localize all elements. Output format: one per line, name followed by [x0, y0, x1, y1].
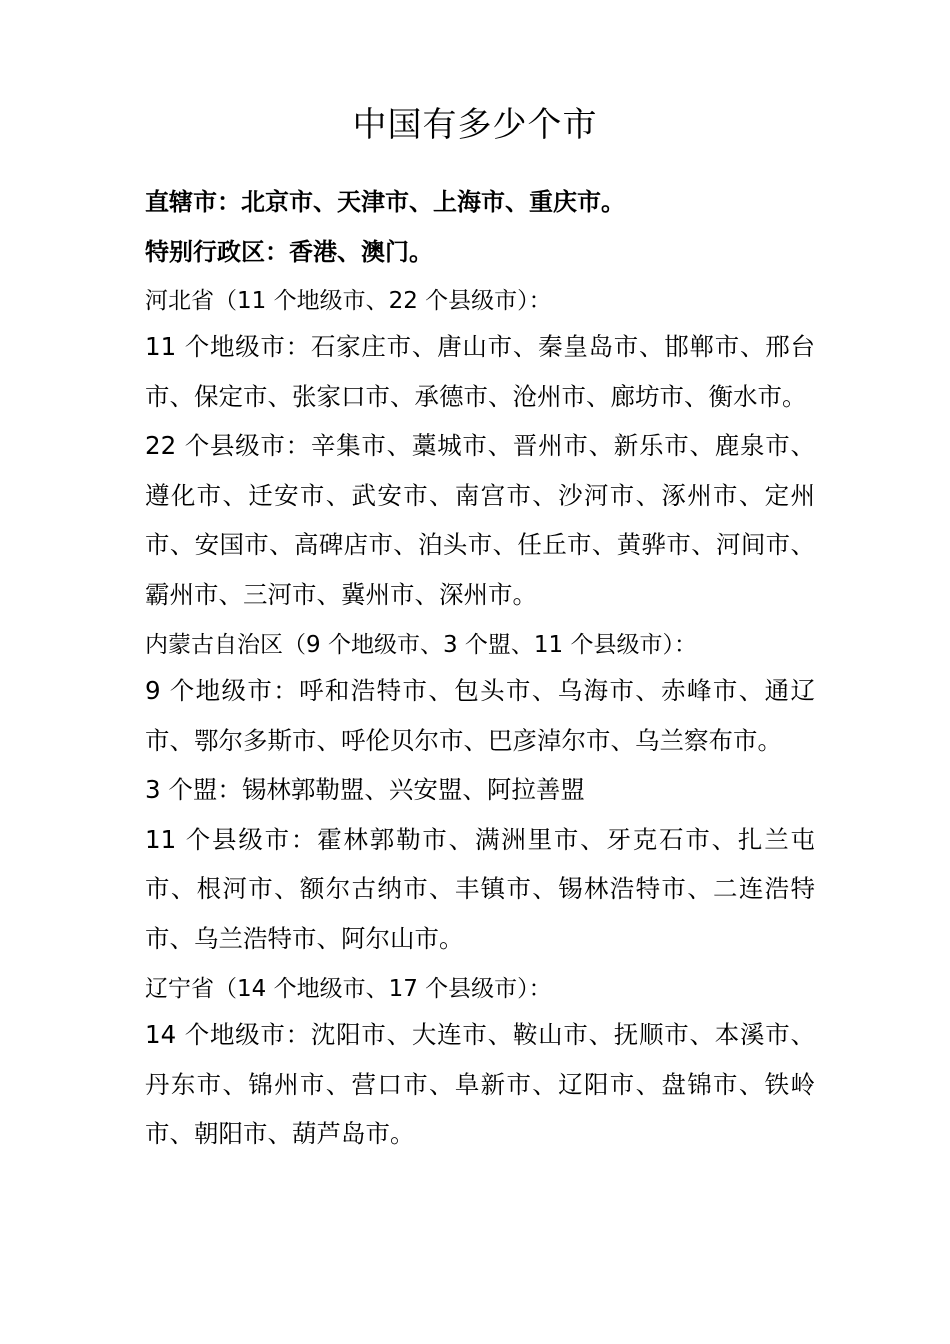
inner-mongolia-prefecture-cities: 9 个地级市：呼和浩特市、包头市、乌海市、赤峰市、通辽市、鄂尔多斯市、呼伦贝尔市、巴彦淖尔市、乌兰察布市。: [145, 676, 815, 755]
inner-mongolia-heading: 内蒙古自治区（9 个地级市、3 个盟、11 个县级市）：: [145, 632, 697, 658]
municipalities-line: 直辖市：北京市、天津市、上海市、重庆市。: [145, 188, 625, 216]
page-title: 中国有多少个市: [352, 105, 598, 145]
liaoning-prefecture-cities: 14 个地级市：沈阳市、大连市、鞍山市、抚顺市、本溪市、丹东市、锦州市、营口市、阜新市、辽阳市、盘锦市、铁岭市、朝阳市、葫芦岛市。: [145, 1020, 815, 1148]
hebei-county-cities: 22 个县级市：辛集市、藁城市、晋州市、新乐市、鹿泉市、遵化市、迁安市、武安市、南宫市、沙河市、涿州市、定州市、安国市、高碑店市、泊头市、任丘市、黄骅市、河间市、霸州市、三河市、冀州市、深州市。: [145, 431, 815, 609]
special-regions-line: 特别行政区：香港、澳门。: [145, 238, 433, 266]
hebei-prefecture-cities: 11 个地级市：石家庄市、唐山市、秦皇岛市、邯郸市、邢台市、保定市、张家口市、承德市、沧州市、廊坊市、衡水市。: [145, 332, 815, 411]
liaoning-heading: 辽宁省（14 个地级市、17 个县级市）：: [145, 976, 552, 1002]
inner-mongolia-county-cities: 11 个县级市：霍林郭勒市、满洲里市、牙克石市、扎兰屯市、根河市、额尔古纳市、丰镇市、锡林浩特市、二连浩特市、乌兰浩特市、阿尔山市。: [145, 824, 815, 953]
inner-mongolia-leagues: 3 个盟：锡林郭勒盟、兴安盟、阿拉善盟: [145, 775, 585, 804]
hebei-heading: 河北省（11 个地级市、22 个县级市）：: [145, 288, 552, 314]
document-body: [145, 181, 815, 1159]
